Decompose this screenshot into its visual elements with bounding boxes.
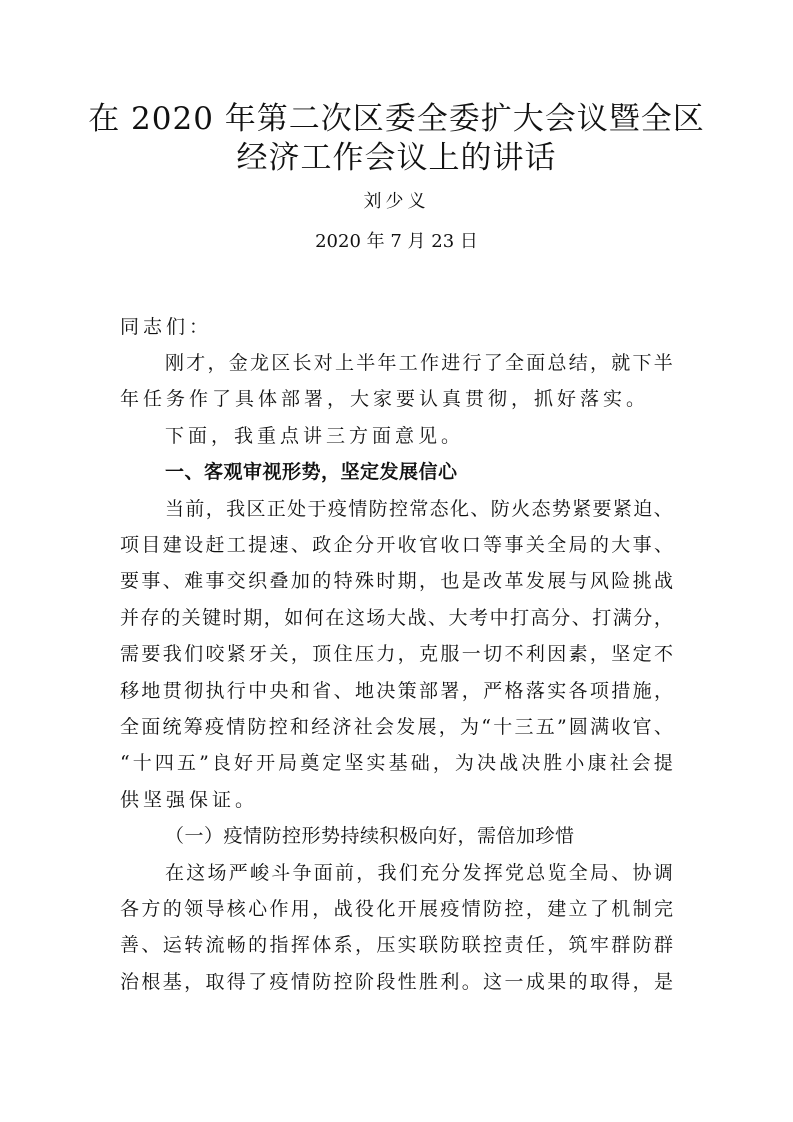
- paragraph-line: 治 根 基 ， 取 得 了 疫 情 防 控 阶 段 性 胜 利 。 这 一 成 果 的 取 得 ， 是: [120, 971, 673, 993]
- paragraph-line: 供坚强保证。: [120, 789, 259, 811]
- paragraph-line: 移 地 贯 彻 执 行 中 央 和 省 、 地 决 策 部 署 ， 严 格 落 实 各 项 措 施 ，: [120, 680, 673, 702]
- subsection-heading: （一）疫情防控形势持续积极向好，需倍加珍惜: [165, 825, 575, 847]
- paragraph-line: 当 前 ， 我 区 正 处 于 疫 情 防 控 常 态 化 、 防 火 态 势 紧 要 紧 迫 、: [165, 498, 673, 520]
- salutation: 同志们：: [120, 316, 213, 338]
- document-title-line-2: 经济工作会议上的讲话: [236, 140, 557, 176]
- section-heading: 一、客观审视形势，坚定发展信心: [165, 461, 458, 483]
- paragraph-line: 刚 才 ， 金 龙 区 长 对 上 半 年 工 作 进 行 了 全 面 总 结 ， 就 下 半: [165, 352, 673, 374]
- document-date: 2020 年 7 月 23 日: [315, 231, 478, 252]
- paragraph-line: 在 这 场 严 峻 斗 争 面 前 ， 我 们 充 分 发 挥 党 总 览 全 局 、 协 调: [165, 862, 673, 884]
- paragraph-line: 并 存 的 关 键 时 期 ， 如 何 在 这 场 大 战 、 大 考 中 打 高 分 、 打 满 分 ，: [120, 607, 673, 629]
- paragraph-line: 各 方 的 领 导 核 心 作 用 ， 战 役 化 开 展 疫 情 防 控 ， 建 立 了 机 制 完: [120, 898, 673, 920]
- paragraph-line: 下面，我重点讲三方面意见。: [165, 425, 465, 447]
- paragraph-line: 需 要 我 们 咬 紧 牙 关 ， 顶 住 压 力 ， 克 服 一 切 不 利 因 素 ， 坚 定 不: [120, 643, 673, 665]
- paragraph-line: 要 事 、 难 事 交 织 叠 加 的 特 殊 时 期 ， 也 是 改 革 发 展 与 风 险 挑 战: [120, 570, 673, 592]
- document-title-line-1: 在 2020 年第二次区委全委扩大会议暨全区: [88, 101, 705, 137]
- paragraph-line: 全 面 统 筹 疫 情 防 控 和 经 济 社 会 发 展 ， 为 “ 十 三 五 ” 圆 满 收 官 、: [120, 716, 673, 738]
- paragraph-line: “ 十 四 五 ” 良 好 开 局 奠 定 坚 实 基 础 ， 为 决 战 决 胜 小 康 社 会 提: [120, 752, 673, 774]
- paragraph-line: 善 、 运 转 流 畅 的 指 挥 体 系 ， 压 实 联 防 联 控 责 任 ， 筑 牢 群 防 群: [120, 934, 673, 956]
- paragraph-line: 年任务作了具体部署，大家要认真贯彻，抓好落实。: [120, 388, 650, 410]
- paragraph-line: 项 目 建 设 赶 工 提 速 、 政 企 分 开 收 官 收 口 等 事 关 全 局 的 大 事 、: [120, 534, 673, 556]
- author-name: 刘少义: [363, 191, 430, 212]
